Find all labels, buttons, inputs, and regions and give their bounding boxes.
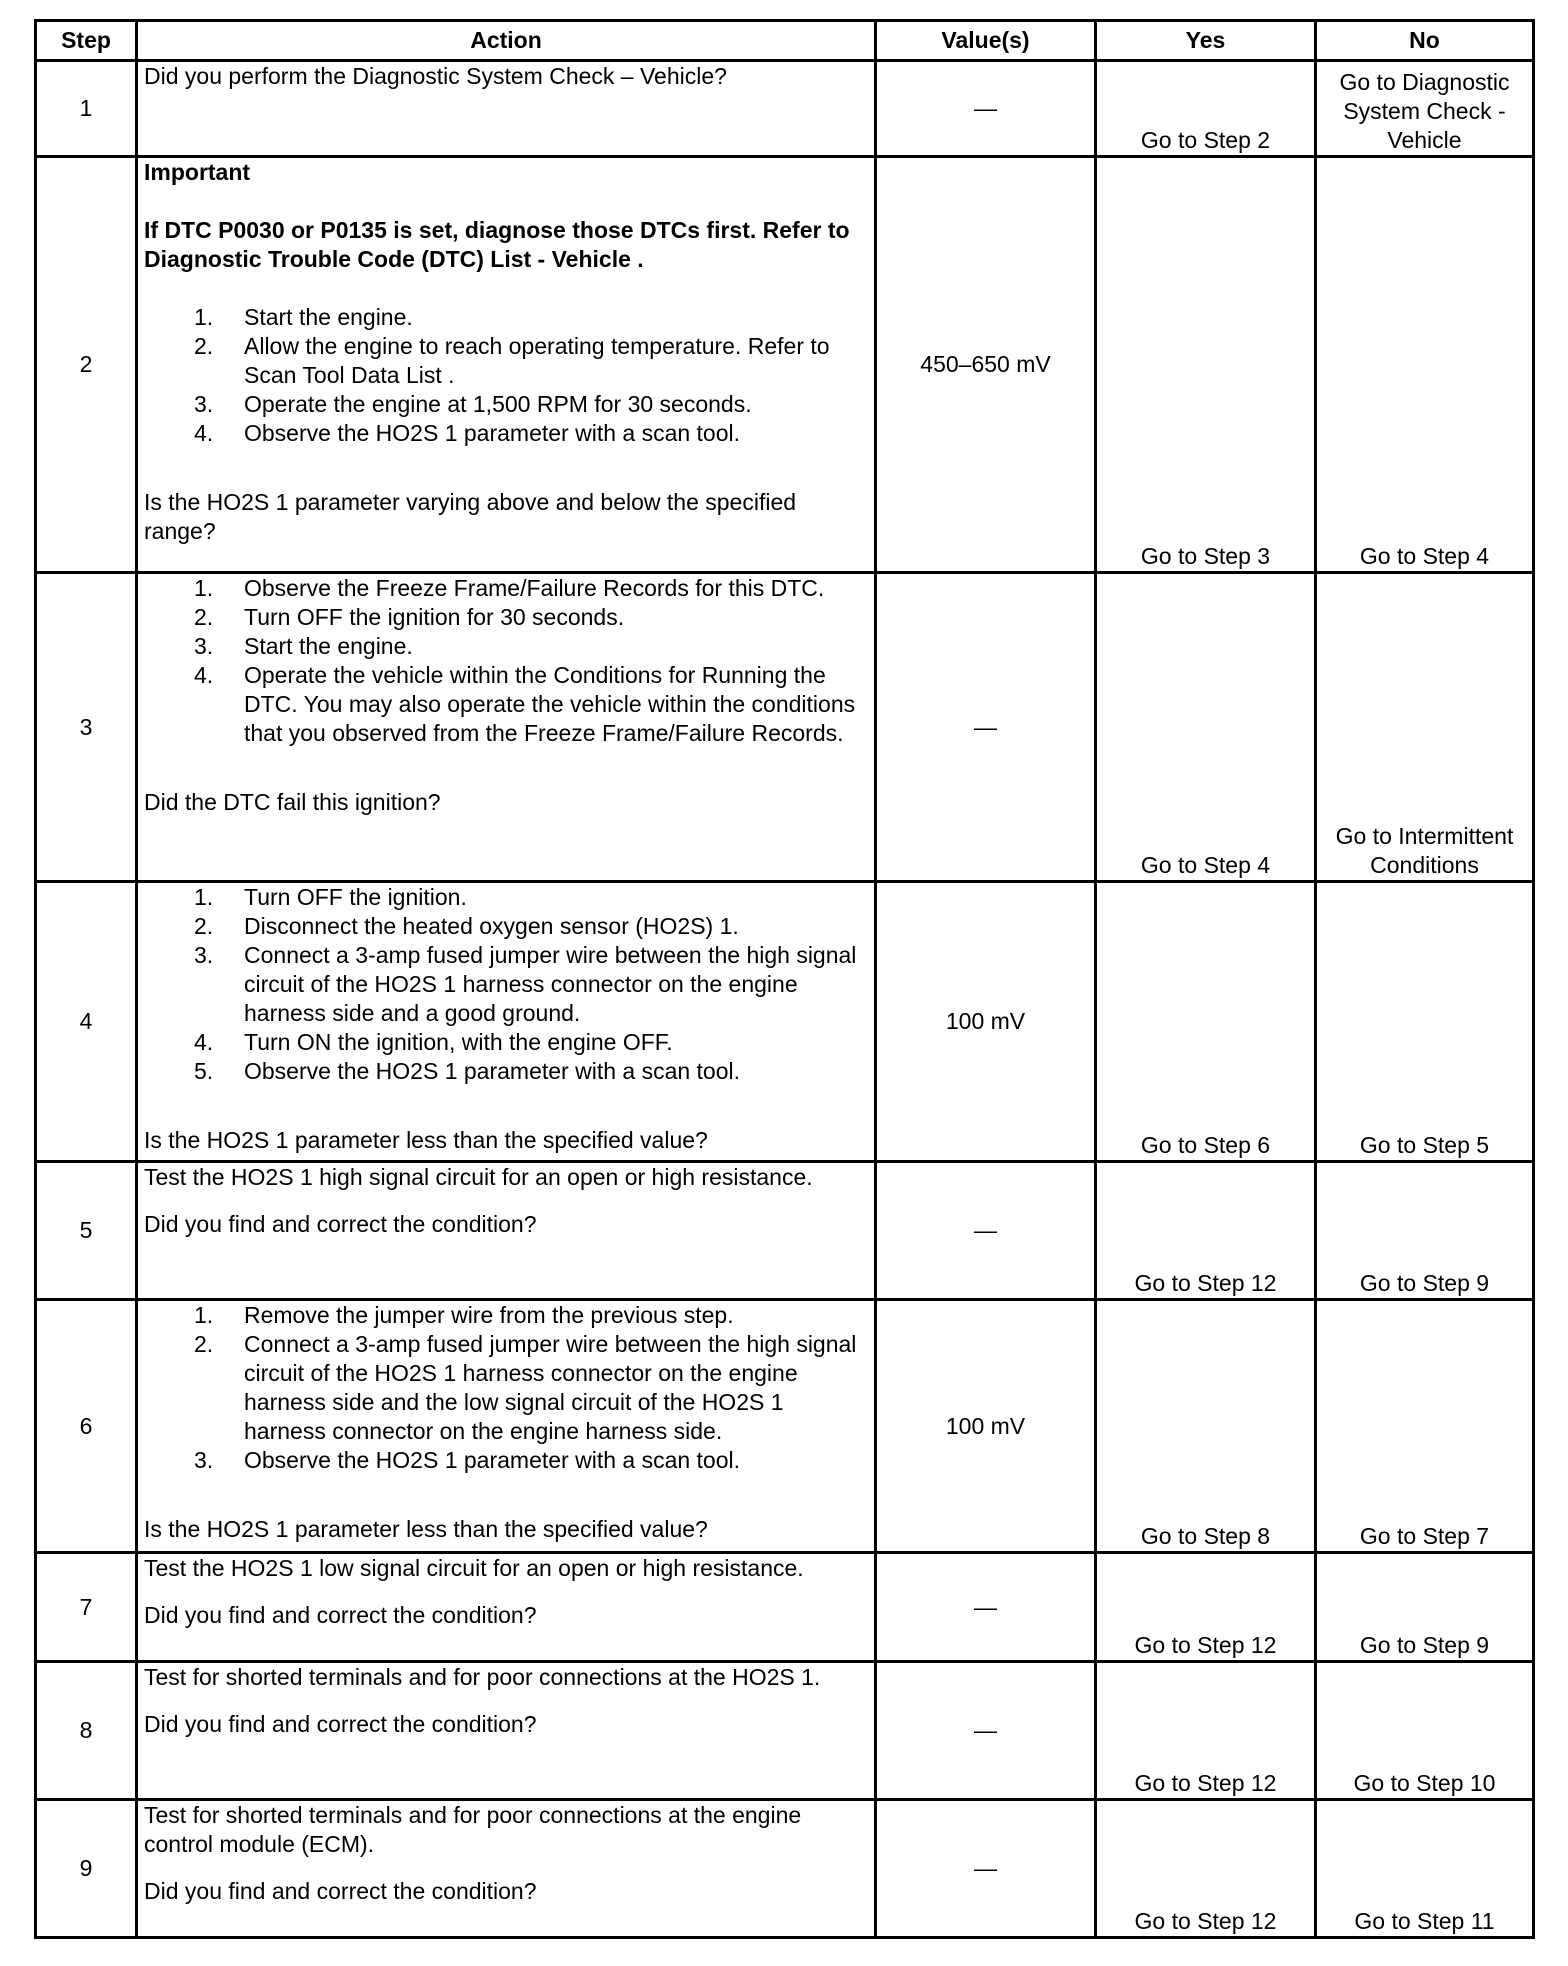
list-item: 4. Operate the vehicle within the Conditions for Running the DTC. You may also operate the vehicle within the conditions that you observed from the Freeze Frame/Failure Records.: [194, 662, 856, 746]
list-item: 2. Allow the engine to reach operating temperature. Refer to Scan Tool Data List .: [194, 333, 830, 388]
list-item: 1. Start the engine.: [194, 304, 413, 330]
yes-cell: Go to Step 2: [1096, 61, 1316, 157]
action-question: Is the HO2S 1 parameter varying above and below the specified range?: [144, 489, 797, 544]
list-item: 4. Observe the HO2S 1 parameter with a scan tool.: [194, 420, 741, 446]
table-row: [36, 1800, 1534, 1938]
no-cell: Go to Step 9: [1316, 1553, 1534, 1662]
action-cell: [137, 1300, 876, 1553]
value-cell: —: [876, 573, 1096, 882]
no-cell: Go to Step 5: [1316, 882, 1534, 1162]
action-cell: [137, 882, 876, 1162]
value-cell: —: [876, 1162, 1096, 1300]
value-cell: —: [876, 61, 1096, 157]
yes-cell: Go to Step 12: [1096, 1162, 1316, 1300]
important-title: Important: [144, 159, 251, 185]
action-text: Test the HO2S 1 low signal circuit for an open or high resistance.: [144, 1555, 804, 1581]
action-cell: [137, 1800, 876, 1938]
header-no: No: [1316, 21, 1534, 61]
action-cell: [137, 157, 876, 573]
action-steps: [144, 303, 868, 448]
action-steps: [144, 1301, 868, 1475]
table-row: [36, 1553, 1534, 1662]
step-number: 2: [36, 157, 137, 573]
action-question: Did you find and correct the condition?: [144, 1211, 537, 1237]
value-cell: —: [876, 1553, 1096, 1662]
list-item: 1. Remove the jumper wire from the previous step.: [194, 1302, 734, 1328]
step-number: 1: [36, 61, 137, 157]
value-cell: 100 mV: [876, 1300, 1096, 1553]
no-cell: Go to Step 7: [1316, 1300, 1534, 1553]
table-row: [36, 1300, 1534, 1553]
action-text: Test for shorted terminals and for poor connections at the engine control module (ECM).: [144, 1802, 802, 1857]
important-text: If DTC P0030 or P0135 is set, diagnose those DTCs first. Refer to Diagnostic Trouble Code (DTC) List - Vehicle .: [144, 217, 850, 272]
step-number: 8: [36, 1662, 137, 1800]
value-cell: —: [876, 1662, 1096, 1800]
diagnostic-table: [34, 19, 1535, 1939]
header-yes: Yes: [1096, 21, 1316, 61]
no-cell: Go to Diagnostic System Check - Vehicle: [1316, 61, 1534, 157]
step-number: 9: [36, 1800, 137, 1938]
yes-cell: Go to Step 12: [1096, 1553, 1316, 1662]
action-cell: [137, 1553, 876, 1662]
action-cell: [137, 61, 876, 157]
no-cell: Go to Step 10: [1316, 1662, 1534, 1800]
action-question: Did you perform the Diagnostic System Check – Vehicle?: [144, 63, 727, 89]
list-item: 1. Observe the Freeze Frame/Failure Records for this DTC.: [194, 575, 825, 601]
action-cell: [137, 1162, 876, 1300]
list-item: 1. Turn OFF the ignition.: [194, 884, 467, 910]
action-question: Did the DTC fail this ignition?: [144, 789, 441, 815]
action-question: Did you find and correct the condition?: [144, 1878, 537, 1904]
action-question: Did you find and correct the condition?: [144, 1602, 537, 1628]
list-item: 3. Connect a 3-amp fused jumper wire between the high signal circuit of the HO2S 1 harness connector on the engine harness side and a good ground.: [194, 942, 857, 1026]
table-row: [36, 1662, 1534, 1800]
yes-cell: Go to Step 4: [1096, 573, 1316, 882]
step-number: 5: [36, 1162, 137, 1300]
table-row: [36, 157, 1534, 573]
value-cell: —: [876, 1800, 1096, 1938]
value-cell: 450–650 mV: [876, 157, 1096, 573]
yes-cell: Go to Step 3: [1096, 157, 1316, 573]
action-steps: [144, 574, 868, 748]
action-text: Test the HO2S 1 high signal circuit for an open or high resistance.: [144, 1164, 813, 1190]
action-question: Is the HO2S 1 parameter less than the specified value?: [144, 1516, 708, 1542]
table-row: [36, 882, 1534, 1162]
action-text: Test for shorted terminals and for poor connections at the HO2S 1.: [144, 1664, 821, 1690]
action-question: Is the HO2S 1 parameter less than the specified value?: [144, 1127, 708, 1153]
action-cell: [137, 573, 876, 882]
no-cell: Go to Step 4: [1316, 157, 1534, 573]
list-item: 2. Disconnect the heated oxygen sensor (HO2S) 1.: [194, 913, 739, 939]
action-question: Did you find and correct the condition?: [144, 1711, 537, 1737]
header-row: [36, 21, 1534, 61]
yes-cell: Go to Step 8: [1096, 1300, 1316, 1553]
table-row: [36, 1162, 1534, 1300]
list-item: 3. Start the engine.: [194, 633, 413, 659]
header-action: Action: [137, 21, 876, 61]
no-cell: Go to Step 11: [1316, 1800, 1534, 1938]
value-cell: 100 mV: [876, 882, 1096, 1162]
list-item: 3. Observe the HO2S 1 parameter with a scan tool.: [194, 1447, 741, 1473]
list-item: 3. Operate the engine at 1,500 RPM for 30 seconds.: [194, 391, 752, 417]
yes-cell: Go to Step 12: [1096, 1662, 1316, 1800]
list-item: 4. Turn ON the ignition, with the engine OFF.: [194, 1029, 673, 1055]
yes-cell: Go to Step 6: [1096, 882, 1316, 1162]
table-row: [36, 573, 1534, 882]
action-steps: [144, 883, 868, 1086]
step-number: 7: [36, 1553, 137, 1662]
list-item: 2. Connect a 3-amp fused jumper wire between the high signal circuit of the HO2S 1 harness connector on the engine harness side and the low signal circuit of the HO2S 1 harness connector on the engine harness side.: [194, 1331, 857, 1444]
no-cell: Go to Intermittent Conditions: [1316, 573, 1534, 882]
action-cell: [137, 1662, 876, 1800]
no-cell: Go to Step 9: [1316, 1162, 1534, 1300]
step-number: 6: [36, 1300, 137, 1553]
table-row: [36, 61, 1534, 157]
header-step: Step: [36, 21, 137, 61]
step-number: 4: [36, 882, 137, 1162]
list-item: 5. Observe the HO2S 1 parameter with a scan tool.: [194, 1058, 741, 1084]
step-number: 3: [36, 573, 137, 882]
header-values: Value(s): [876, 21, 1096, 61]
yes-cell: Go to Step 12: [1096, 1800, 1316, 1938]
list-item: 2. Turn OFF the ignition for 30 seconds.: [194, 604, 625, 630]
